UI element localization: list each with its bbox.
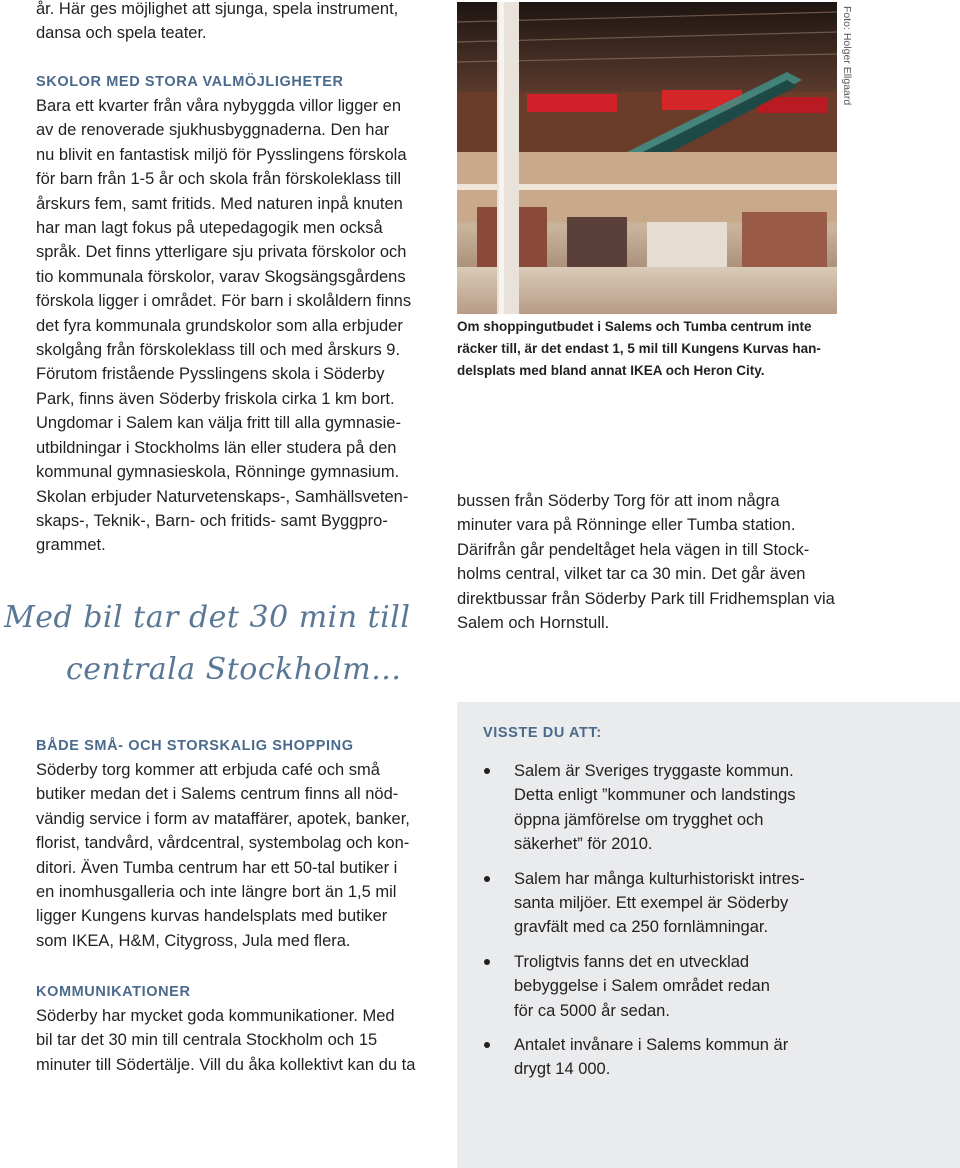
text-line: Antalet invånare i Salems kommun är <box>514 1036 789 1055</box>
text-line: Söderby torg kommer att erbjuda café och små <box>36 761 380 779</box>
bullet-icon <box>484 959 490 965</box>
photo-caption <box>457 316 821 382</box>
text-line: Salem är Sveriges tryggaste kommun. <box>514 762 794 780</box>
mall-illustration <box>457 2 837 314</box>
text-line: Söderby har mycket goda kommunikationer. Med <box>36 1007 395 1025</box>
text-line: för ca 5000 år sedan. <box>514 1001 670 1020</box>
shopping-section <box>36 734 410 953</box>
text-line: har man lagt fokus på utepedagogik men också <box>36 219 383 238</box>
handwritten-quote-line-2: centrala Stockholm... <box>66 652 402 687</box>
facts-list <box>457 759 960 1092</box>
text-line: skolgång från förskoleklass till och med årskurs 9. <box>36 341 401 360</box>
schools-section <box>36 70 411 558</box>
text-line: år. Här ges möjlighet att sjunga, spela instrument, <box>36 0 399 18</box>
text-line: Troligtvis fanns det en utvecklad <box>514 952 750 971</box>
handwritten-quote-line-1: Med bil tar det 30 min till <box>4 600 411 635</box>
bullet-icon <box>484 876 490 882</box>
text-line: som IKEA, H&M, Citygross, Jula med flera. <box>36 931 351 950</box>
text-line: dansa och spela teater. <box>36 24 207 43</box>
text-line: bil tar det 30 min till centrala Stockholm och 15 <box>36 1031 378 1050</box>
text-line: bebyggelse i Salem området redan <box>514 977 770 996</box>
text-line: Salem har många kulturhistoriskt intres- <box>514 869 805 888</box>
text-line: utbildningar i Stockholms län eller studera på den <box>36 438 397 457</box>
text-line: drygt 14 000. <box>514 1060 611 1079</box>
text-line: av de renoverade sjukhusbyggnaderna. Den har <box>36 121 390 140</box>
caption-line: räcker till, är det endast 1, 5 mil till Kungens Kurvas han- <box>457 341 821 356</box>
text-line: förskola ligger i området. För barn i skolåldern finns <box>36 292 412 311</box>
communications-paragraph <box>36 1004 415 1077</box>
text-line: direktbussar från Söderby Park till Fridhemsplan via <box>457 589 835 608</box>
caption-line: delsplats med bland annat IKEA och Heron City. <box>457 363 765 378</box>
text-line: nu blivit en fantastisk miljö för Pysslingens förskola <box>36 145 407 164</box>
text-line: Salem och Hornstull. <box>457 614 610 633</box>
text-line: Ungdomar i Salem kan välja fritt till alla gymnasie- <box>36 414 401 433</box>
schools-heading: SKOLOR MED STORA VALMÖJLIGHETER <box>36 74 344 90</box>
communications-section <box>36 980 415 1077</box>
text-line: Därifrån går pendeltåget hela vägen in till Stock- <box>457 540 810 559</box>
schools-paragraph <box>36 94 411 558</box>
text-line: minuter till Södertälje. Vill du åka kollektivt kan du ta <box>36 1055 416 1074</box>
text-line: säkerhet” för 2010. <box>514 835 653 854</box>
text-line: öppna jämförelse om trygghet och <box>514 810 764 829</box>
fact-item <box>457 1033 960 1082</box>
text-line: tio kommunala förskolor, varav Skogsängsgårdens <box>36 267 406 286</box>
shopping-mall-photo <box>457 2 837 314</box>
fact-item <box>457 950 960 1023</box>
text-line: Park, finns även Söderby friskola cirka 1 km bort. <box>36 389 395 408</box>
text-line: santa miljöer. Ett exempel är Söderby <box>514 894 789 913</box>
text-line: Detta enligt ”kommuner och landstings <box>514 786 796 805</box>
text-line: en inomhusgalleria och inte längre bort än 1,5 mil <box>36 883 397 902</box>
text-line: Förutom fristående Pysslingens skola i Söderby <box>36 365 385 384</box>
text-line: det fyra kommunala grundskolor som alla erbjuder <box>36 316 403 335</box>
text-line: butiker medan det i Salems centrum finns all nöd- <box>36 785 399 804</box>
text-line: språk. Det finns ytterligare sju privata förskolor och <box>36 243 407 262</box>
fact-item <box>457 867 960 940</box>
facts-heading: VISSTE DU ATT: <box>483 725 602 741</box>
bullet-icon <box>484 1042 490 1048</box>
fact-item <box>457 759 960 857</box>
text-line: ligger Kungens kurvas handelsplats med butiker <box>36 907 388 926</box>
photo-credit: Foto: Holger Ellgaard <box>841 6 853 106</box>
text-line: årskurs fem, samt fritids. Med naturen inpå knuten <box>36 194 403 213</box>
text-line: grammet. <box>36 536 106 555</box>
text-line: bussen från Söderby Torg för att inom några <box>457 492 780 510</box>
bullet-icon <box>484 768 490 774</box>
shopping-heading: BÅDE SMÅ- OCH STORSKALIG SHOPPING <box>36 738 354 754</box>
facts-box <box>457 702 960 1168</box>
text-line: ditori. Även Tumba centrum har ett 50-tal butiker i <box>36 858 398 877</box>
text-line: för barn från 1-5 år och skola från förskoleklass till <box>36 170 401 189</box>
shopping-paragraph <box>36 758 410 953</box>
text-line: gravfält med ca 250 fornlämningar. <box>514 918 769 937</box>
text-line: Bara ett kvarter från våra nybyggda villor ligger en <box>36 97 402 115</box>
text-line: florist, tandvård, vårdcentral, systembolag och kon- <box>36 834 410 853</box>
text-line: skaps-, Teknik-, Barn- och fritids- samt Byggpro- <box>36 511 388 530</box>
text-line: Skolan erbjuder Naturvetenskaps-, Samhällsveten- <box>36 487 409 506</box>
text-line: vändig service i form av mataffärer, apotek, banker, <box>36 809 410 828</box>
text-line: holms central, vilket tar ca 30 min. Det går även <box>457 565 806 584</box>
intro-paragraph <box>36 0 398 46</box>
text-line: minuter vara på Rönninge eller Tumba station. <box>457 516 796 535</box>
continuation-paragraph <box>457 489 835 635</box>
communications-heading: KOMMUNIKATIONER <box>36 984 191 1000</box>
text-line: kommunal gymnasieskola, Rönninge gymnasium. <box>36 463 400 482</box>
caption-line: Om shoppingutbudet i Salems och Tumba centrum inte <box>457 319 812 334</box>
